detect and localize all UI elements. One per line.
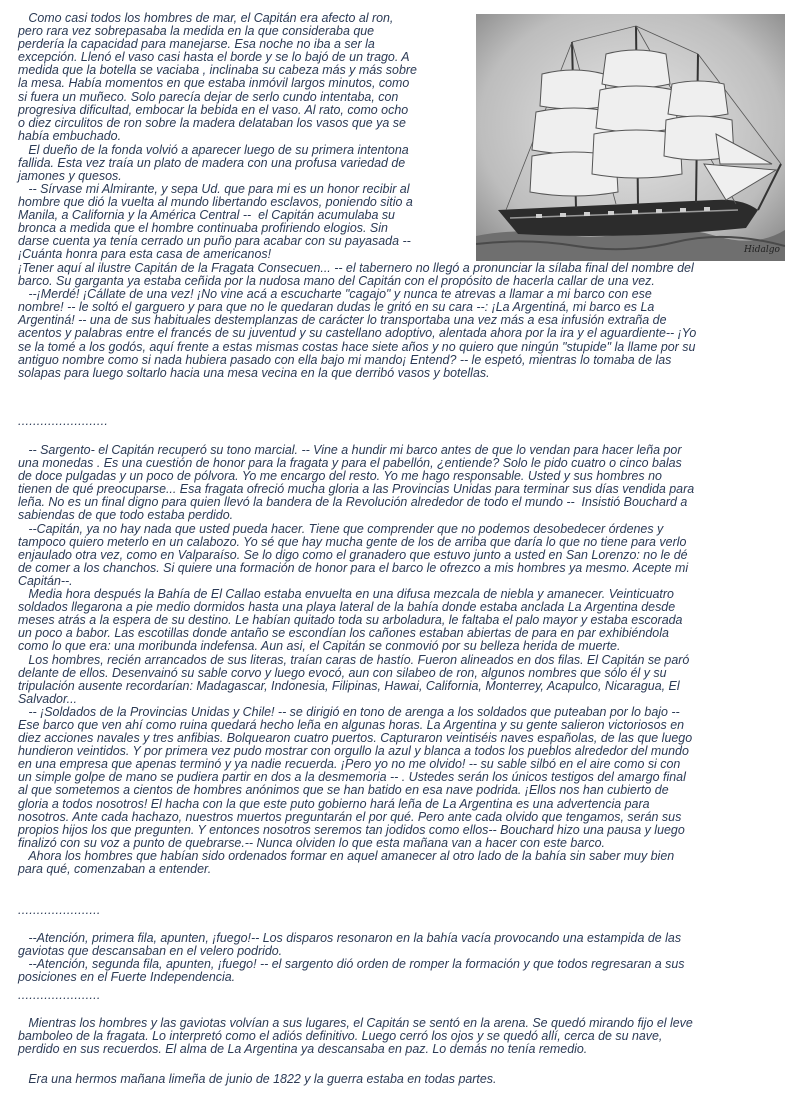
paragraph-sergeant: -- Sargento- el Capitán recuperó su tono marcial. -- Vine a hundir mi barco antes de que lo vendan para hacer leña por una monedas . Es una cuestión de honor para la fragata y para el pabellón, ¿entiende? Solo le pido cuatro o cinco balas de doce pulgadas y un poco de pólvora. Yo me encargo del resto. Yo me hago responsable. Usted y sus hombres no tienen de qué preocuparse... Esa fragata ofreció mucha gloria a las Provincias Unidas para terminar sus días vendida para leña. No es un final digno para quien llevó la bandera de la Revolución alrededor de todo el mundo -- Insistió Bouchard a sabiendas de que todo estaba perdido. --Capitán, ya no hay nada que usted pueda hacer. Tiene que comprender que no podemos desobedecer órdenes y tampoco quiero meterlo en un calabozo. Yo sé que hay mucha gente de los de arriba que daría lo que no tiene para verlo enjaulado otra vez, como en Valparaíso. Se lo digo como el granadero que estuvo junto a usted en San Lorenzo: no le dé de comer a los chanchos. Si quiere una formación de honor para el barco le ofrezco a mis hombres ya mesmo. Acepte mi Capitán--. Media hora después la Bahía de El Callao estaba envuelta en una difusa mezcala de niebla y amanecer. Veinticuatro soldados llegarona a pie medio dormidos hasta una playa lateral de la bahía donde estaba anclada La Argentina desde meses atrás a la espera de su destino. Le habían quitado toda su arboladura, le faltaba el palo mayor y estaba escorada un poco a babor. Las escotillas donde antaño se escondían los cañones estaban abiertas de para en par exhibiéndola como lo que era: una moribunda indefensa. Aun asi, el Capitán se conmovió por su belleza herida de muerte. Los hombres, recién arrancados de sus literas, traían caras de hastío. Fueron alineados en dos filas. El Capitán se paró delante de ellos. Desenvainó su sable corvo y luego evocó, aun con silabeo de ron, algunos nombres que sólo él y su tripulación ausente recordarían: Madagascar, Indonesia, Filipinas, Hawai, California, Monterrey, Acapulco, Nicaragua, El Salvador... -- ¡Soldados de la Provincias Unidas y Chile! -- se dirigió en tono de arenga a los soldados que puteaban por lo bajo -- Ese barco que ven ahí como ruina quedará hecho leña en algunas horas. La Argentina y su gente salieron victoriosos en diez acciones navales y tres anfibias. Bolquearon cuatro puertos. Capturaron veintiséis naves españolas, de las que luego hundieron veintidos. Y por primera vez pudo mostrar con orgullo la azul y blanca a todos los pueblos alrededor del mundo en una empresa que apenas terminó y ya nadie recuerda. ¡Pero yo no me olvido! -- su sable silbó en el aire como si con un simple golpe de mano se pudiera partir en dos a la desmemoria -- . Ustedes serán los únicos testigos del amargo final al que sometemos a cientos de hombres anónimos que se han batido en esa nave podrida. ¡Ellos nos han cubierto de gloria a todos nosotros! El hacha con la que este puto gobierno hará leña de La Argentina es una advertencia para nosotros. Ante cada hachazo, nuestros muertos preguntarán el por qué. Pero ante cada olvido que tengamos, serán sus propios hijos los que pregunten. Y entonces nosotros seremos tan jodidos como ellos-- Bouchard hizo una pausa y luego finalizó con su voz a punto de quebrarse.-- Nunca olviden lo que esta mañana van a hacer con este barco. Ahora los hombres que habían sido ordenados formar en aquel amanecer al otro lado de la bahía sin saber muy bien para qué, comenzaban a entender. (18, 443, 695, 876)
frigate-illustration (476, 14, 785, 261)
paragraph-fire: --Atención, primera fila, apunten, ¡fuego!-- Los disparos resonaron en la bahía vacía provocando una estampida de las gaviotas que descansaban en el velero podrido. --Atención, segunda fila, apunten, ¡fuego! -- el sargento dió orden de romper la formación y que todos regresaran a sus posiciones en el Fuerte Independencia. (18, 931, 685, 985)
paragraph-rum: Como casi todos los hombres de mar, el Capitán era afecto al ron, pero rara vez sobrepasaba la medida en la que consideraba que perdería la capacidad para manejarse. Esa noche no iba a ser la excepción. Llenó el vaso casi hasta el borde y se lo bajó de un trago. A medida que la botella se vaciaba , inclinaba su cabeza más y más sobre la mesa. Había momentos en que estaba inmóvil largos minutos, como si fuera un muñeco. Solo parecía dejar de serlo cundo intentaba, con progresiva dificultad, embocar la bebida en el vaso. Al rato, como ocho o diez circulitos de ron sobre la madera delataban los vasos que ya se había embuchado. (18, 11, 417, 143)
section-separator: ...................... (18, 903, 101, 917)
section-separator: ...................... (18, 988, 101, 1002)
paragraph-farewell: Mientras los hombres y las gaviotas volvían a sus lugares, el Capitán se sentó en la arena. Se quedó mirando fijo el leve bamboleo de la fragata. Lo interpretó como el adiós definitivo. Luego cerró los ojos y se quedó allí, cerca de su nave, perdido en sus recuerdos. El alma de La Argentina ya descansaba en paz. Lo demás no tenía remedio. (18, 1016, 693, 1057)
paragraph-praise: -- Sírvase mi Almirante, y sepa Ud. que para mi es un honor recibir al hombre que dió la vuelta al mundo libertando esclavos, poniendo sitio a Manila, a California y la América Central -- el Capitán acumulaba su bronca a medida que el hombre continuaba profiriendo elogios. Sin darse cuenta ya tenía cerrado un puño para acabar con su payasada -- ¡Cuánta honra para esta casa de americanos! (18, 182, 413, 262)
svg-text:Hidalgo: Hidalgo (744, 245, 780, 255)
paragraph-closing: Era una hermos mañana limeña de junio de 1822 y la guerra estaba en todas partes. (18, 1072, 497, 1086)
section-separator: ........................ (18, 414, 109, 428)
paragraph-choke: ¡Tener aquí al ilustre Capitán de la Fragata Consecuen... -- el tabernero no llegó a pronunciar la sílaba final del nombre del barco. Su garganta ya estaba ceñida por la nudosa mano del Capitán con el propósito de hacerla callar de una vez. --¡Merdé! ¡Cállate de una vez! ¡No vine acá a escucharte "cagajo" y nunca te atrevas a llamar a mi barco con ese nombre! -- le soltó el garguero y para que no le quedaran dudas le gritó en su cara --: ¡La Argentiná, mi barco es La Argentiná! -- una de sus habituales destemplanzas de carácter lo transportaba una vez más a esa infusión extraña de acentos y palabras entre el francés de su juventud y su castellano adoptivo, alentada ahora por la ira y el aguardiente-- ¡Yo se la tomé a los godós, aquí frente a estas mismas costas hace siete años y no quiero que ningún "stupide" la llame por su antiguo nombre como si nada hubiera pasado con ella bajo mi mando¡ Entend? -- le espetó, mientras lo tomaba de las solapas para luego soltarlo hacia una mesa vecina en la que derribó vasos y botellas. (18, 261, 697, 380)
paragraph-innkeeper: El dueño de la fonda volvió a aparecer luego de su primera intentona fallida. Esta vez traía un plato de madera con una profusa variedad de jamones y quesos. (18, 143, 409, 184)
